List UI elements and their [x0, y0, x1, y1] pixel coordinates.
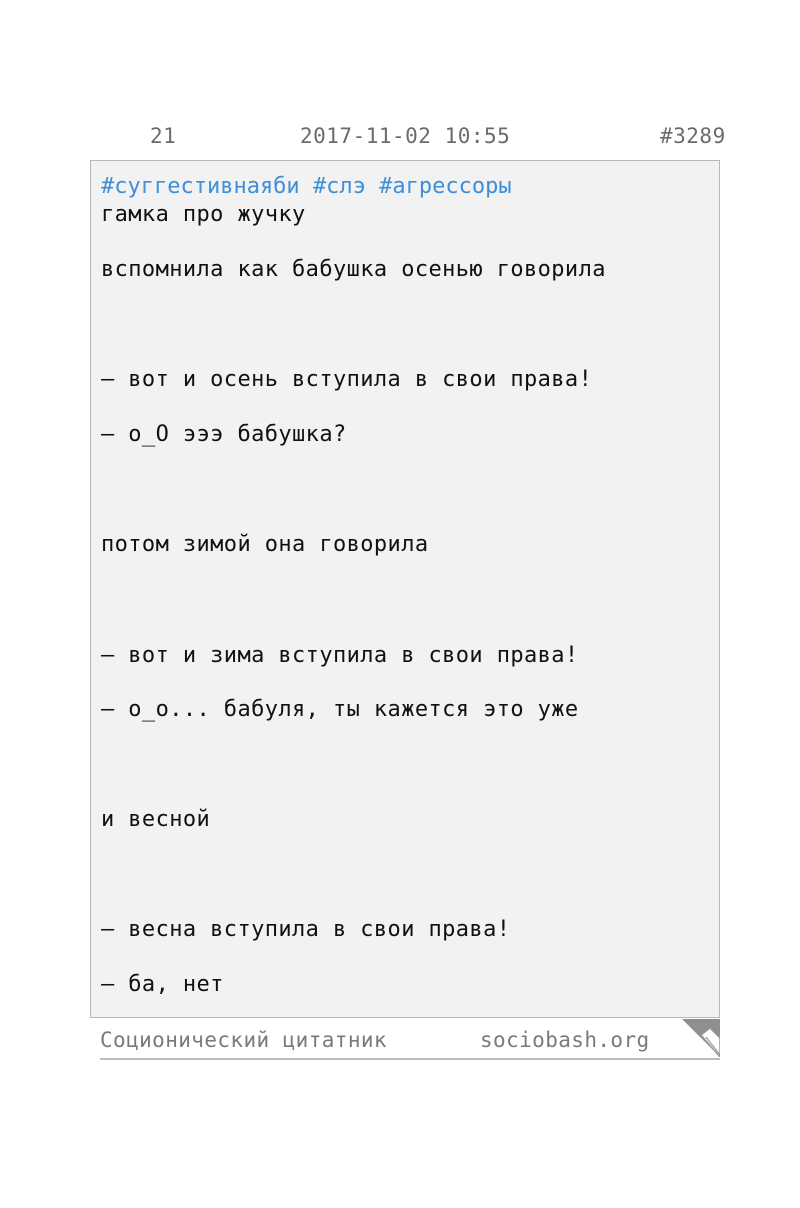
quote-line: – о_о... бабуля, ты кажется это уже — [101, 697, 579, 722]
site-name: Соционический цитатник — [100, 1028, 387, 1052]
quote-line: и весной — [101, 807, 211, 832]
page-curl-icon[interactable] — [682, 1019, 720, 1057]
quote-line: потом зимой она говорила — [101, 532, 429, 557]
tag-list — [101, 173, 512, 201]
quote-line: гамка про жучку — [101, 202, 306, 227]
footer-divider — [100, 1058, 720, 1060]
quote-id-link[interactable]: #3289 — [660, 124, 726, 148]
quote-line: – вот и зима вступила в свои права! — [101, 643, 579, 668]
quote-line: вспомнила как бабушка осенью говорила — [101, 257, 606, 282]
quote-box — [90, 160, 720, 1018]
tag-link[interactable]: #слэ — [312, 174, 366, 199]
quote-line: – весна вступила в свои права! — [101, 917, 511, 942]
quote-line: – о_О эээ бабушка? — [101, 422, 347, 447]
quote-line: – ба, нет — [101, 972, 224, 997]
quote-line: – вот и осень вступила в свои права! — [101, 367, 593, 392]
site-url-link[interactable]: sociobash.org — [480, 1028, 650, 1052]
quote-datetime: 2017-11-02 10:55 — [300, 124, 511, 148]
tag-link[interactable]: #суггестивнаяби — [101, 174, 300, 199]
tag-link[interactable]: #агрессоры — [379, 174, 512, 199]
rating-value: 21 — [150, 124, 177, 148]
